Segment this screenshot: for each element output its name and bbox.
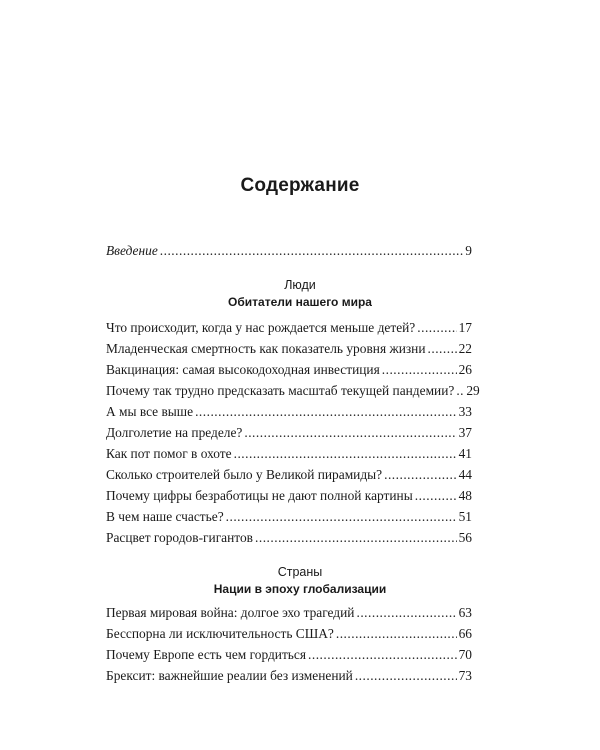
dot-leader <box>255 530 457 546</box>
toc-entry-title: Брексит: важнейшие реалии без изменений <box>106 668 353 683</box>
dot-leader <box>308 647 457 663</box>
dot-leader <box>382 362 457 378</box>
toc-entry <box>106 530 472 546</box>
section-heading: Страны <box>277 565 323 579</box>
toc-entry <box>106 647 472 663</box>
toc-entry <box>106 446 472 462</box>
dot-leader <box>244 425 456 441</box>
toc-entry <box>106 425 472 441</box>
toc-entry-title: Введение <box>106 243 158 258</box>
toc-entry-page: 66 <box>458 626 472 641</box>
toc-entry-title: В чем наше счастье? <box>106 509 224 524</box>
dot-leader <box>384 467 457 483</box>
section-subheading: Обитатели нашего мира <box>228 295 372 309</box>
toc-entry-title: Вакцинация: самая высокодоходная инвестиция <box>106 362 380 377</box>
toc-entry-title: Как пот помог в охоте <box>106 446 232 461</box>
toc-entry-title: Бесспорна ли исключительность США? <box>106 626 334 641</box>
dot-leader <box>355 668 457 684</box>
toc-entry-title: А мы все выше <box>106 404 194 419</box>
toc-entry-title: Первая мировая война: долгое эхо трагедий <box>106 605 355 620</box>
dot-leader <box>417 320 456 336</box>
toc-entry-page: 17 <box>458 320 472 335</box>
page-title: Содержание <box>240 175 360 196</box>
toc-entry <box>106 362 472 378</box>
toc-entry <box>106 605 472 621</box>
dot-leader <box>428 341 457 357</box>
toc-entry <box>106 383 480 399</box>
toc-entry <box>106 320 472 336</box>
toc-entry-title: Почему так трудно предсказать масштаб текущей пандемии? <box>106 383 455 398</box>
dot-leader <box>195 404 457 420</box>
toc-entry <box>106 404 472 420</box>
dot-leader <box>226 509 457 525</box>
dot-leader <box>336 626 457 642</box>
toc-entry-page: 37 <box>458 425 472 440</box>
dot-leader <box>356 605 456 621</box>
toc-entry-title: Долголетие на пределе? <box>106 425 243 440</box>
toc-entry-page: 70 <box>458 647 472 662</box>
toc-entry-page: 48 <box>458 488 472 503</box>
dot-leader <box>456 383 464 399</box>
toc-entry-title: Младенческая смертность как показатель уровня жизни <box>106 341 426 356</box>
toc-entry-title: Сколько строителей было у Великой пирамиды? <box>106 467 383 482</box>
toc-entry-page: 33 <box>458 404 472 419</box>
toc-entry-page: 56 <box>458 530 472 545</box>
toc-entry <box>106 467 472 483</box>
toc-entry-page: 51 <box>458 509 472 524</box>
toc-entry-intro <box>106 243 472 259</box>
toc-entry-page: 26 <box>458 362 472 377</box>
toc-entry-title: Почему цифры безработицы не дают полной картины <box>106 488 413 503</box>
toc-entry-page: 63 <box>458 605 472 620</box>
toc-entry-title: Что происходит, когда у нас рождается меньше детей? <box>106 320 416 335</box>
toc-entry-page: 9 <box>465 243 472 258</box>
toc-entry-page: 41 <box>458 446 472 461</box>
toc-entry <box>106 509 472 525</box>
toc-entry <box>106 626 472 642</box>
dot-leader <box>415 488 457 504</box>
toc-entry <box>106 488 472 504</box>
toc-entry-title: Расцвет городов-гигантов <box>106 530 253 545</box>
toc-entry-page: 44 <box>458 467 472 482</box>
toc-entry <box>106 668 472 684</box>
toc-entry <box>106 341 472 357</box>
dot-leader <box>160 243 464 259</box>
section-heading: Люди <box>284 278 316 292</box>
toc-entry-title: Почему Европе есть чем гордиться <box>106 647 307 662</box>
toc-entry-page: 22 <box>458 341 472 356</box>
section-subheading: Нации в эпоху глобализации <box>213 582 387 596</box>
toc-entry-page: 29 <box>466 383 480 398</box>
toc-entry-page: 73 <box>458 668 472 683</box>
dot-leader <box>234 446 457 462</box>
